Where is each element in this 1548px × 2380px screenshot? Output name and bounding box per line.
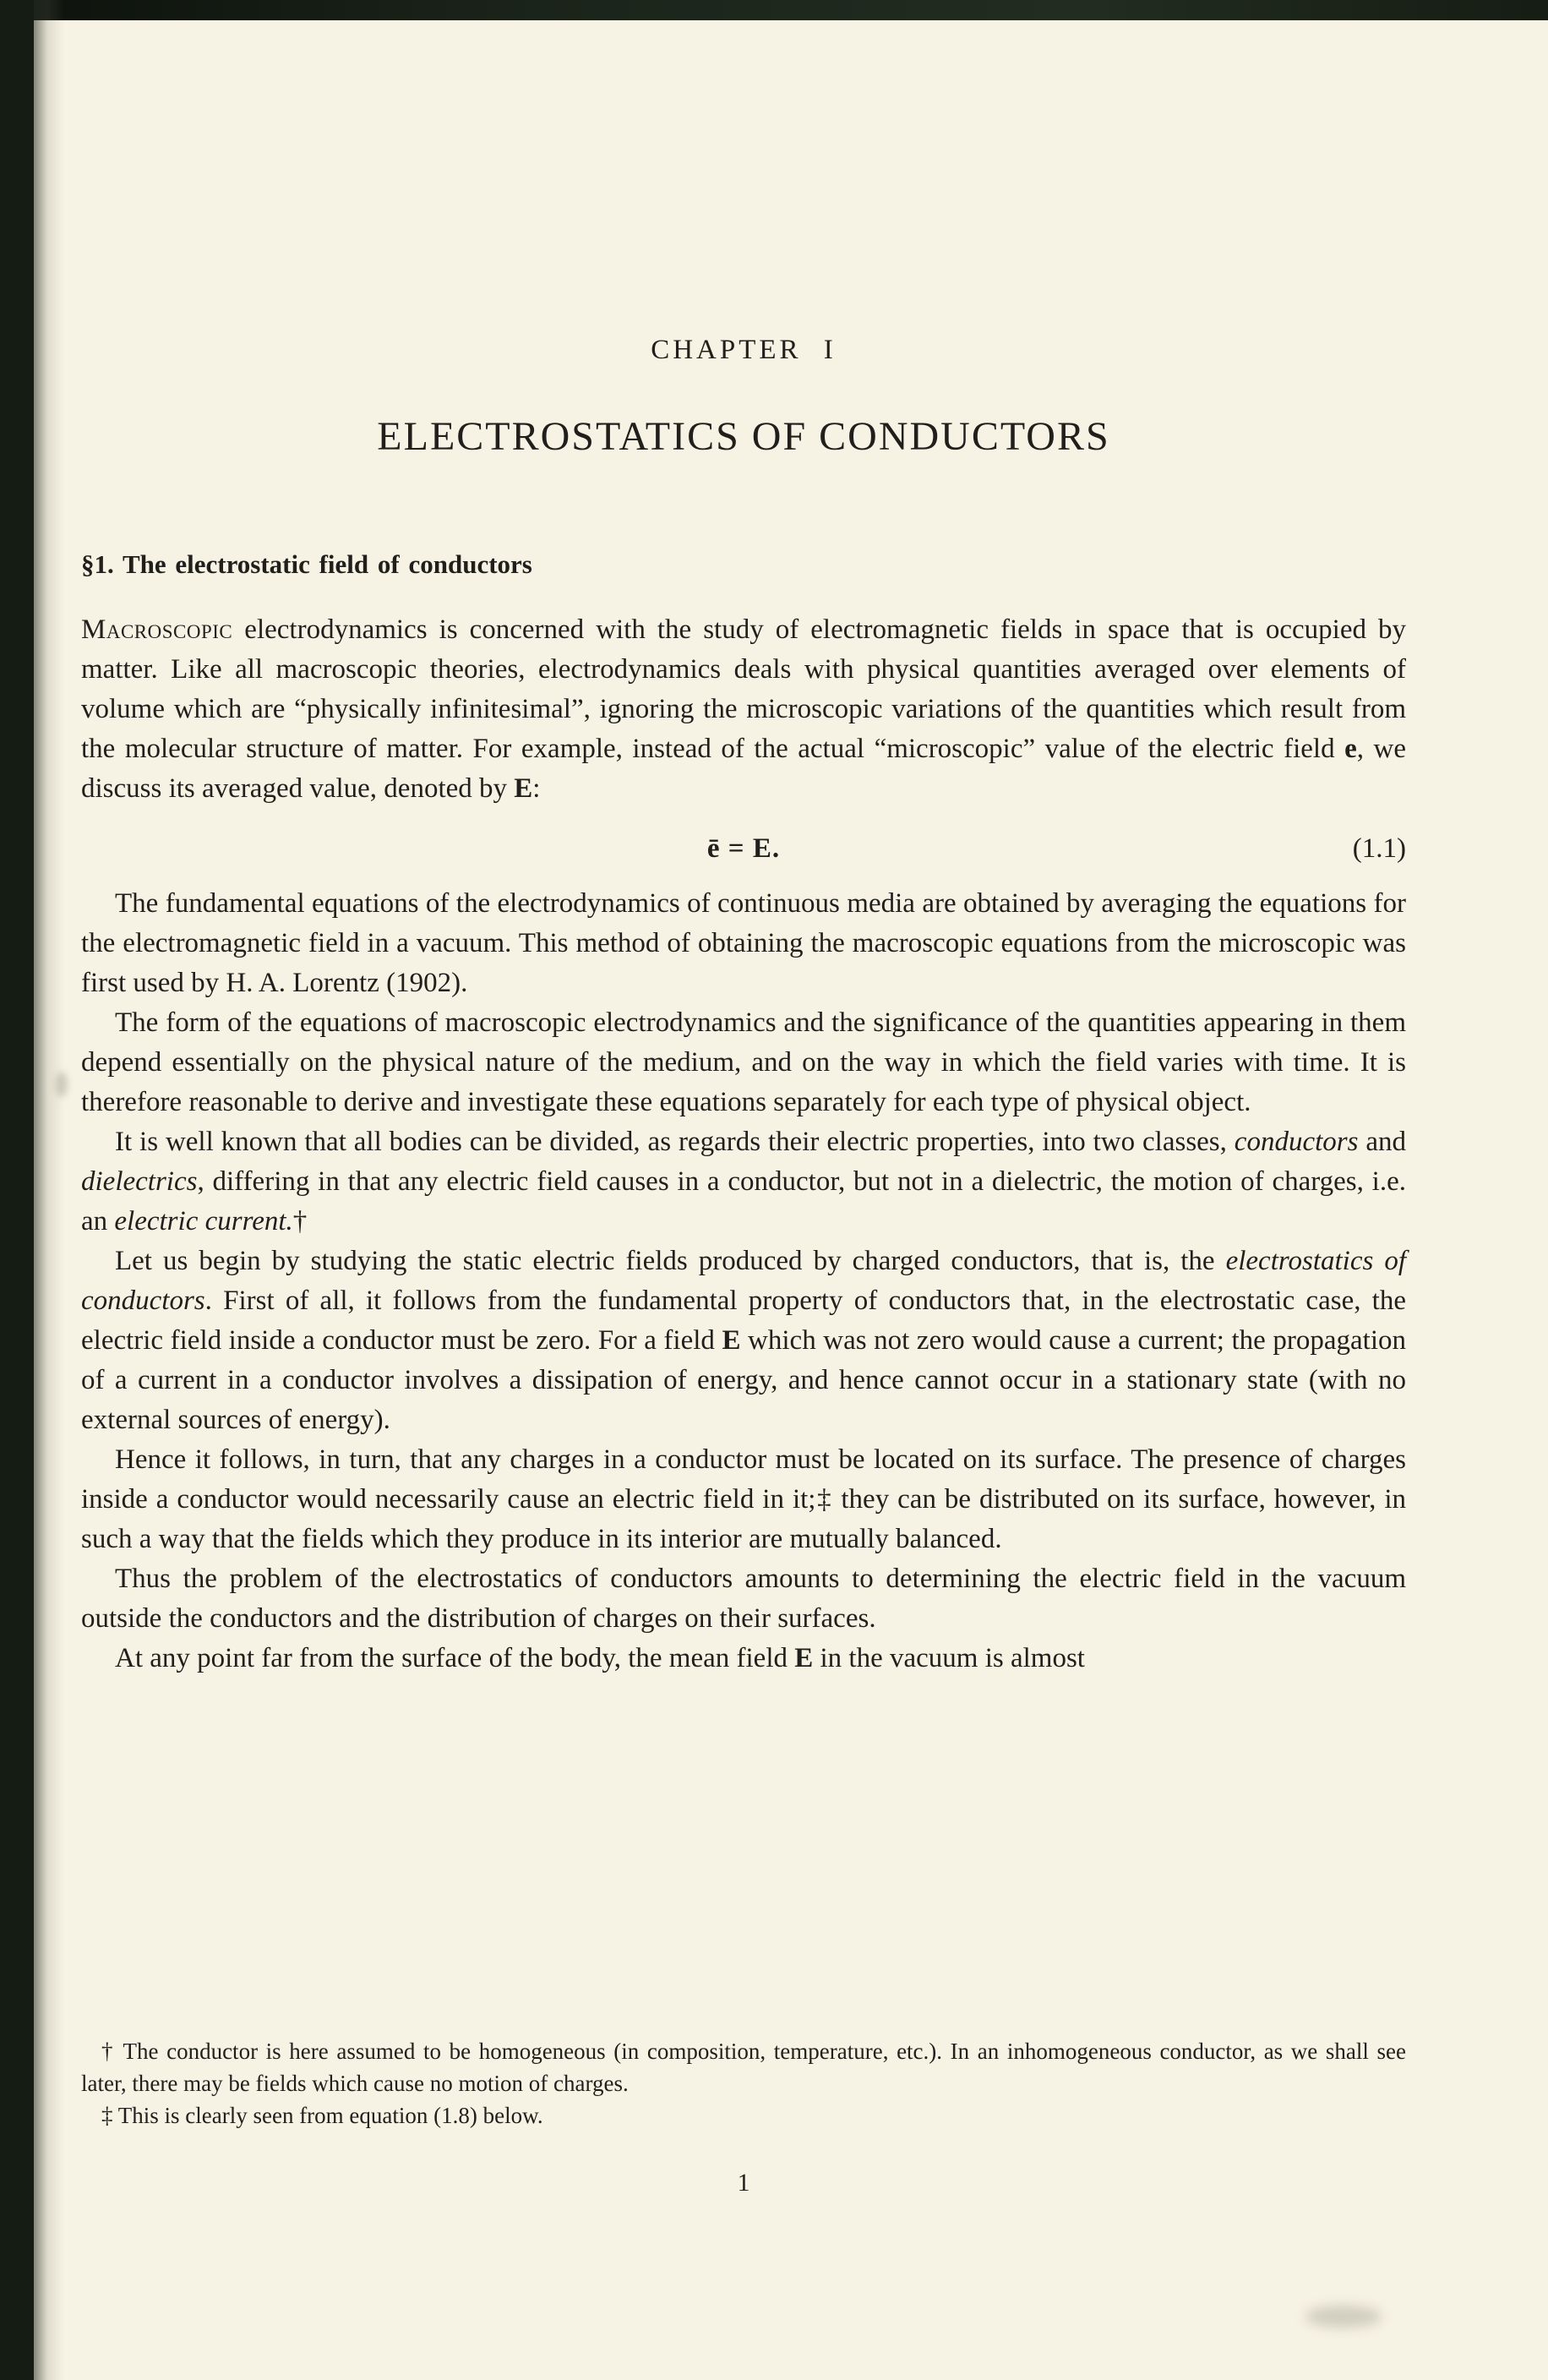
text-segment: It is well known that all bodies can be divided, as regards their electric properties, into two classes, [115,1127,1235,1157]
text-segment: electrodynamics is concerned with the study of electromagnetic fields in space that is occupied by matter. Like all macroscopic theories, electrodynamics deals with physical quantities averaged over elements of volume which are “physically infinitesimal”, ignoring the microscopic variations of the quantities which result from the molecular structure of matter. For example, instead of the actual “microscopic” value of the electric field [81,614,1406,764]
text-segment: E [794,1643,814,1673]
paragraph [81,1242,1406,1440]
text-segment: in the vacuum is almost [813,1643,1085,1673]
text-segment: E [514,773,533,804]
paragraph [81,610,1406,809]
chapter-label: CHAPTER I [651,335,837,365]
scan-edge-left [0,0,34,2380]
scan-edge-left-shadow [34,0,64,2380]
paragraph [81,1639,1406,1679]
paragraph [81,1559,1406,1639]
text-segment: electrostatics of conductors [81,1246,1406,1316]
footnote-block [81,2035,1406,2132]
paragraph [81,1003,1406,1122]
paragraph [81,884,1406,1003]
text-segment: , differing in that any electric field causes in a conductor, but not in a dielectric, the motion of charges, i.e. an [81,1166,1406,1236]
paragraph [81,1122,1406,1242]
text-segment: and [1358,1127,1406,1157]
text-segment: Let us begin by studying the static electric fields produced by charged conductors, that is, the [115,1246,1226,1276]
text-segment: : [532,773,541,804]
paragraph [81,1440,1406,1559]
equation-row [81,829,1406,869]
text-segment: † [292,1206,308,1236]
text-segment: , we discuss its averaged value, denoted by [81,734,1406,804]
body-paragraphs [81,610,1406,1679]
text-segment: dielectrics [81,1166,198,1197]
text-segment: At any point far from the surface of the body, the mean field [115,1643,795,1673]
text-segment: Hence it follows, in turn, that any charges in a conductor must be located on its surface. The presence of charges inside a conductor would necessarily cause an electric field in it;‡ they can be distributed on its surface, however, in such a way that the fields which they produce in its interior are mutually balanced. [81,1444,1406,1554]
text-segment: electric current. [114,1206,293,1236]
text-segment: which was not zero would cause a current; the propagation of a current in a conductor involves a dissipation of energy, and hence cannot occur in a stationary state (with no external sources of energy). [81,1325,1406,1435]
footnote: † The conductor is here assumed to be homogeneous (in composition, temperature, etc.). In an inhomogeneous conductor, as we shall see later, there may be fields which cause no motion of charges. [81,2039,1406,2096]
text-segment: E [722,1325,741,1356]
page-number: 1 [737,2169,750,2197]
footnote: ‡ This is clearly seen from equation (1.8) below. [101,2103,543,2128]
equation: ē = E. [706,833,781,864]
text-segment: Macroscopic [81,614,233,645]
text-segment: Thus the problem of the electrostatics of conductors amounts to determining the electric field in the vacuum outside the conductors and the distribution of charges on their surfaces. [81,1564,1406,1634]
scan-smudge [1305,2306,1382,2328]
text-segment: . First of all, it follows from the fundamental property of conductors that, in the electrostatic case, the electric field inside a conductor must be zero. For a field [81,1286,1406,1356]
page-title: ELECTROSTATICS OF CONDUCTORS [377,414,1110,459]
scan-edge-top [0,0,1548,20]
scan-smudge-left [56,1072,68,1097]
section-heading: §1. The electrostatic field of conductors [81,549,532,579]
equation-number: (1.1) [1352,833,1406,864]
text-segment: e [1344,734,1357,764]
page-content [81,335,1406,1679]
text-segment: conductors [1234,1127,1359,1157]
text-segment: The fundamental equations of the electrodynamics of continuous media are obtained by averaging the equations for the electromagnetic field in a vacuum. This method of obtaining the macroscopic equations from the microscopic was first used by H. A. Lorentz (1902). [81,888,1406,998]
text-segment: The form of the equations of macroscopic electrodynamics and the significance of the quantities appearing in them depend essentially on the physical nature of the medium, and on the way in which the field varies with time. It is therefore reasonable to derive and investigate these equations separately for each type of physical object. [81,1007,1406,1117]
